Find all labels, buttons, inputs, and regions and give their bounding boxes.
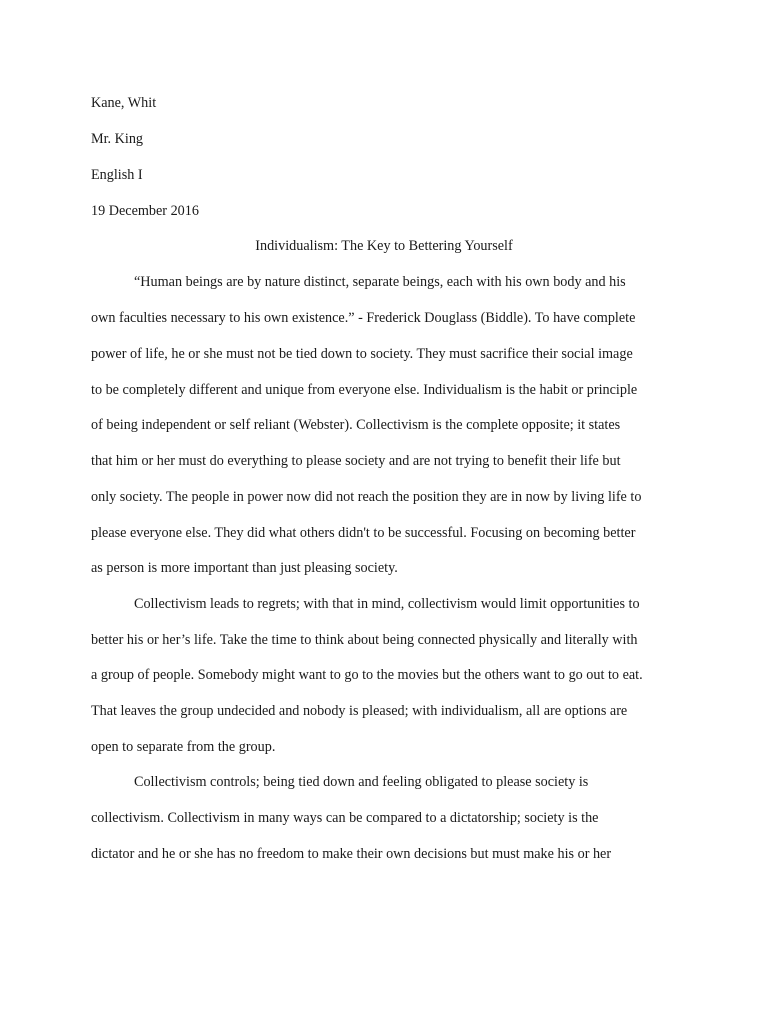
paragraph-2-line: a group of people. Somebody might want to go to the movies but the others want to go out to eat. [91,667,643,683]
course-name: English I [91,167,143,183]
paragraph-1-line: own faculties necessary to his own existence.” - Frederick Douglass (Biddle). To have complete [91,310,636,326]
essay-date: 19 December 2016 [91,203,199,219]
essay-title: Individualism: The Key to Bettering Yourself [255,238,513,254]
paragraph-1-line: please everyone else. They did what others didn't to be successful. Focusing on becoming better [91,525,636,541]
paragraph-1-line: power of life, he or she must not be tied down to society. They must sacrifice their social image [91,346,633,362]
paragraph-3-line: dictator and he or she has no freedom to make their own decisions but must make his or her [91,846,612,862]
paragraph-1-line: as person is more important than just pleasing society. [91,560,398,576]
paragraph-2-line: open to separate from the group. [91,739,276,755]
paragraph-2-line: That leaves the group undecided and nobody is pleased; with individualism, all are options are [91,703,628,719]
paragraph-1-line: “Human beings are by nature distinct, separate beings, each with his own body and his [134,274,626,290]
paragraph-2-line: better his or her’s life. Take the time to think about being connected physically and literally with [91,632,638,648]
paragraph-2-line: Collectivism leads to regrets; with that in mind, collectivism would limit opportunities to [134,596,640,612]
author-name: Kane, Whit [91,95,157,111]
paragraph-1-line: to be completely different and unique from everyone else. Individualism is the habit or principle [91,382,638,398]
paragraph-3-line: Collectivism controls; being tied down and feeling obligated to please society is [134,774,589,790]
teacher-name: Mr. King [91,131,144,147]
paragraph-3-line: collectivism. Collectivism in many ways can be compared to a dictatorship; society is the [91,810,599,826]
paragraph-1-line: that him or her must do everything to please society and are not trying to benefit their life but [91,453,621,469]
paragraph-1-line: of being independent or self reliant (Webster). Collectivism is the complete opposite; it states [91,417,621,433]
paragraph-1-line: only society. The people in power now did not reach the position they are in now by living life to [91,489,642,505]
